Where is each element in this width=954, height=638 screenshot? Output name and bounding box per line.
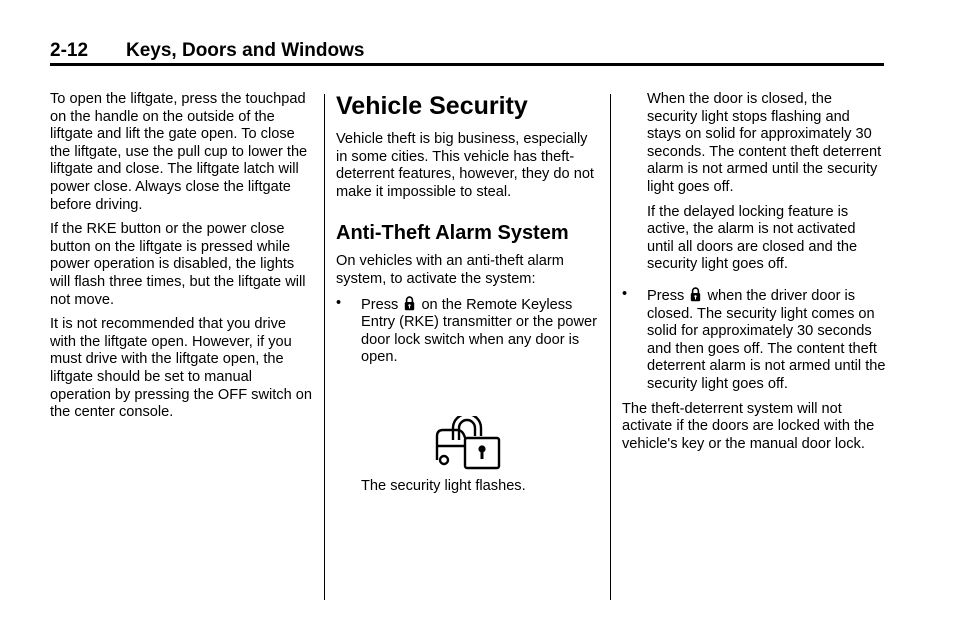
paragraph-theft-deterrent: The theft-deterrent system will not activate if the doors are locked with the vehicle's key or the manual door lock. bbox=[622, 400, 875, 452]
lock-icon bbox=[404, 296, 415, 311]
page-header bbox=[50, 38, 884, 66]
column-divider-left bbox=[324, 94, 325, 600]
paragraph-vehicle-theft: Vehicle theft is big business, especially in some cities. This vehicle has theft-deterrent features, however, they do not make it impossible to steal. bbox=[336, 131, 594, 200]
bullet-text-post: on the Remote Keyless Entry (RKE) transmitter or the power door lock switch when any door is open. bbox=[361, 296, 598, 366]
bullet-marker: • bbox=[336, 294, 342, 311]
security-light-icon bbox=[431, 416, 503, 472]
paragraph-delayed-locking: If the delayed locking feature is active, the alarm is not activated until all doors are closed and the security light goes off. bbox=[647, 203, 858, 273]
bullet-text-pre: Press bbox=[361, 296, 399, 313]
header-rule bbox=[50, 63, 884, 66]
column-divider-right bbox=[610, 94, 611, 600]
bullet-marker: • bbox=[622, 285, 628, 302]
paragraph-door-closed: When the door is closed, the security light stops flashing and stays on solid for approximately 30 seconds. The content theft deterrent alarm is not armed until the security light goes off. bbox=[647, 91, 882, 195]
list-item bbox=[622, 287, 886, 394]
paragraph-rke-disabled: If the RKE button or the power close button on the liftgate is pressed while power operation is disabled, the lights will flash three times, but the liftgate will not move. bbox=[50, 221, 306, 308]
section-title: Keys, Doors and Windows bbox=[126, 40, 365, 61]
lock-icon bbox=[690, 287, 701, 302]
bullet-text-pre: Press bbox=[647, 287, 685, 304]
paragraph-open-liftgate: To open the liftgate, press the touchpad on the handle on the outside of the liftgate and lift the gate open. To close the liftgate, use the pull cup to lower the liftgate and close. The liftgate latch will power close. Always close the liftgate before driving. bbox=[50, 91, 308, 213]
column-middle bbox=[336, 91, 598, 502]
figure-caption: The security light flashes. bbox=[361, 477, 526, 494]
column-right bbox=[622, 91, 886, 460]
bullet-text-post: when the driver door is closed. The security light comes on solid for approximately 30 seconds and then goes off. The content theft deterrent alarm is not armed until the security light goes off. bbox=[647, 287, 886, 392]
paragraph-drive-open: It is not recommended that you drive with the liftgate open. However, if you must drive with the liftgate open, the liftgate should be set to manual operation by pressing the OFF switch on the center console. bbox=[50, 316, 313, 421]
list-item bbox=[336, 296, 598, 367]
subsection-heading: Anti-Theft Alarm System bbox=[336, 222, 569, 245]
column-left bbox=[50, 91, 312, 429]
page-number: 2-12 bbox=[50, 40, 89, 61]
paragraph-activate-intro: On vehicles with an anti-theft alarm system, to activate the system: bbox=[336, 253, 564, 287]
section-heading: Vehicle Security bbox=[336, 92, 528, 120]
